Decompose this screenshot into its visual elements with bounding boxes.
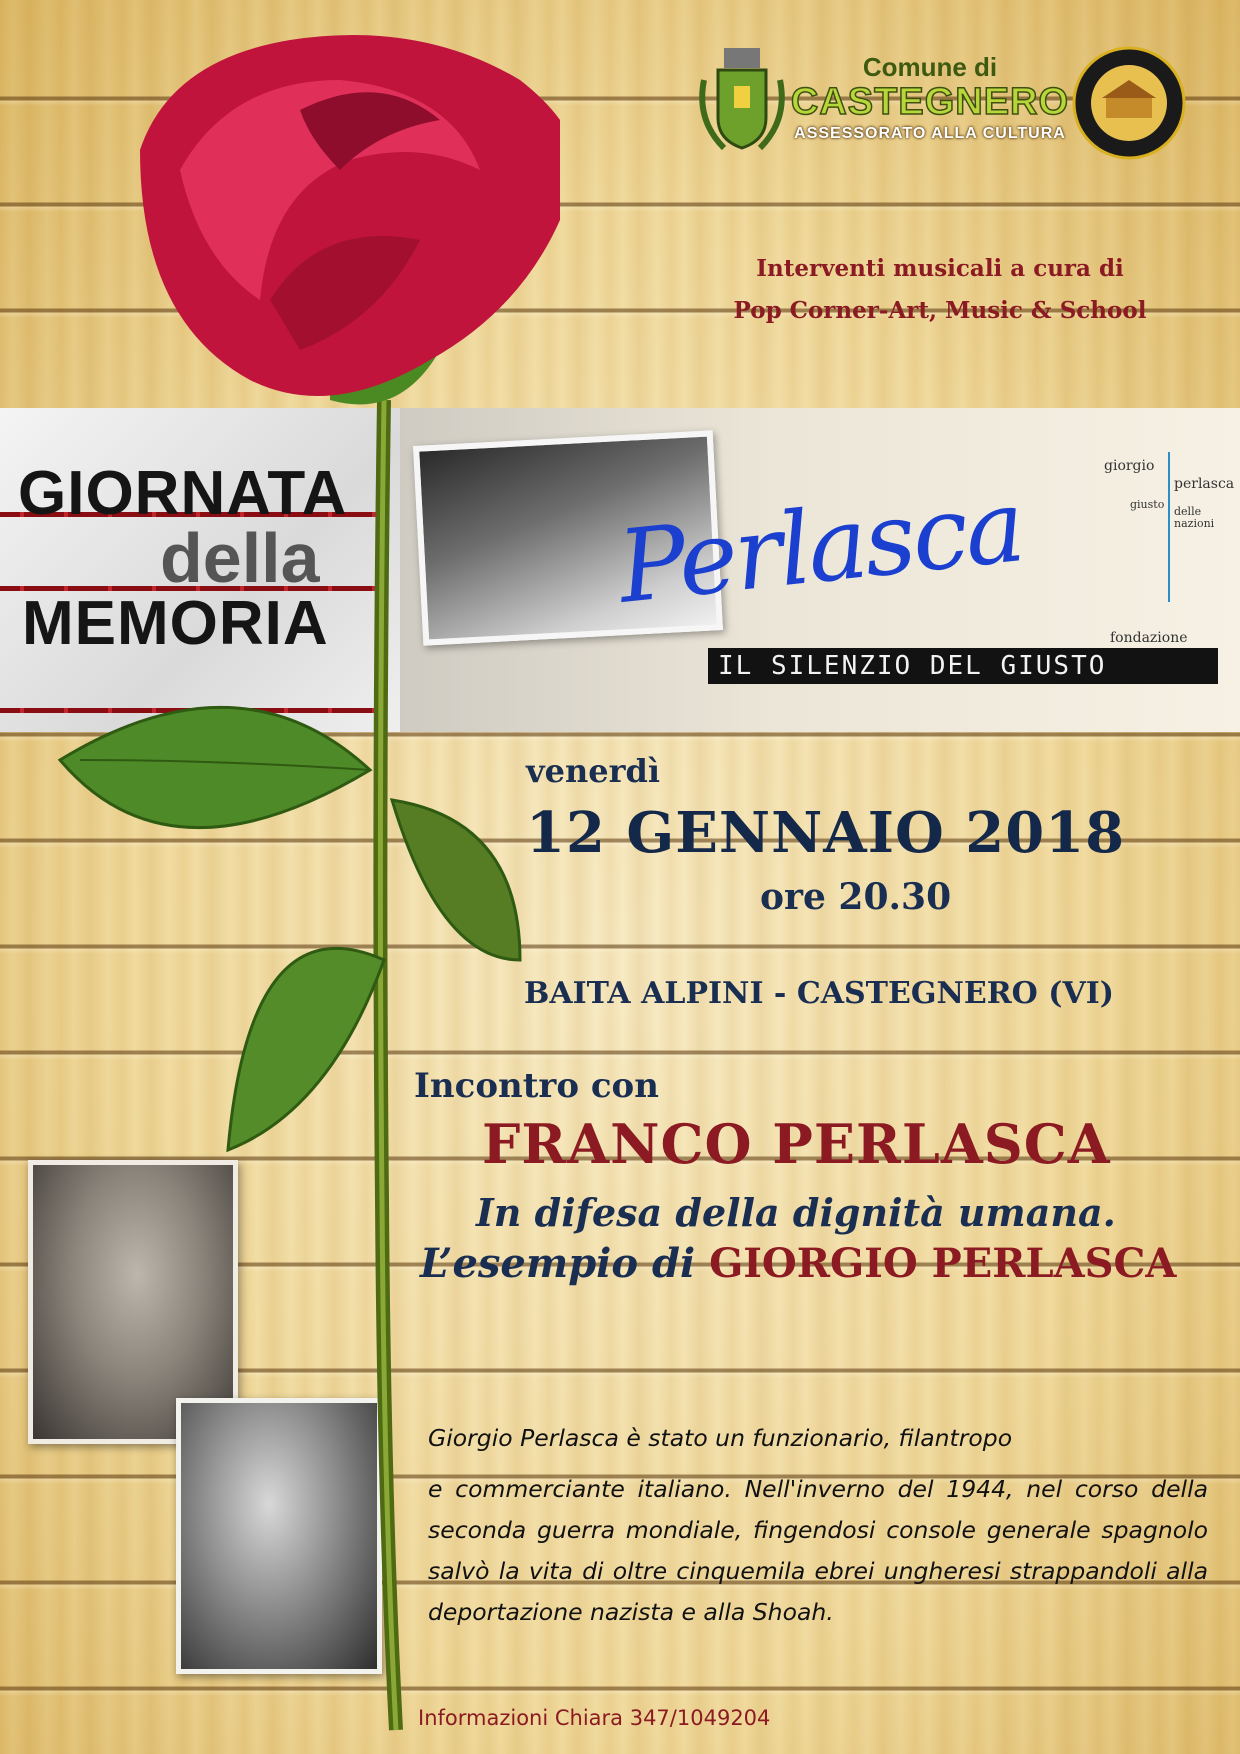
- fondazione-giorgio: giorgio: [1104, 458, 1155, 474]
- contact-info: Informazioni Chiara 347/1049204: [418, 1706, 771, 1730]
- talk-title-subject: GIORGIO PERLASCA: [709, 1240, 1177, 1287]
- memorial-banner: [0, 408, 1240, 732]
- biography: [428, 1418, 1208, 1633]
- talk-title-prefix: L’esempio di: [420, 1240, 710, 1287]
- event-date: 12 GENNAIO 2018: [526, 800, 1126, 866]
- biblioteca-seal-icon: [1072, 46, 1186, 160]
- musical-line-1: Interventi musicali a cura di: [756, 255, 1124, 282]
- comune-coat-of-arms-icon: [694, 40, 790, 158]
- fondazione-nazioni: delle nazioni: [1174, 505, 1215, 530]
- memoria-word: MEMORIA: [22, 589, 329, 658]
- giornata-memoria-panel: [0, 408, 400, 732]
- fondazione-perlasca: perlasca: [1174, 476, 1235, 492]
- della-word: della: [160, 519, 320, 597]
- giornata-word: GIORNATA: [18, 459, 348, 528]
- perlasca-panel: [400, 408, 1240, 732]
- event-place: BAITA ALPINI - CASTEGNERO (VI): [524, 976, 1114, 1011]
- biography-line-1: Giorgio Perlasca è stato un funzionario, filantropo: [428, 1424, 1013, 1452]
- talk-title-line-2: [420, 1240, 1176, 1287]
- silenzio-subtitle: IL SILENZIO DEL GIUSTO: [708, 648, 1218, 684]
- comune-prefix: Comune di: [862, 52, 998, 82]
- fondazione-label: fondazione: [1110, 630, 1188, 646]
- fondazione-logo: [1100, 452, 1240, 646]
- guest-name: FRANCO PERLASCA: [482, 1112, 1111, 1176]
- assessorato-label: ASSESSORATO ALLA CULTURA: [794, 125, 1066, 142]
- comune-castegnero-logo: [790, 52, 1070, 143]
- fondazione-divider: [1168, 452, 1170, 602]
- incontro-label: Incontro con: [414, 1066, 659, 1106]
- comune-name: CASTEGNERO: [790, 81, 1070, 123]
- fondazione-giusto: giusto: [1130, 498, 1165, 511]
- musical-line-2: Pop Corner-Art, Music & School: [733, 297, 1147, 324]
- portrait-franco-perlasca: [176, 1398, 382, 1674]
- biography-body: e commerciante italiano. Nell'inverno del 1944, nel corso della seconda guerra mondiale, fingendosi console generale spagnolo salvò la vita di oltre cinquemila ebrei ungheresi strappandoli alla deportazione nazista e alla Shoah.: [428, 1475, 1208, 1626]
- musical-credits: [640, 248, 1240, 332]
- event-time: ore 20.30: [760, 876, 952, 918]
- barbed-wire-icon: [0, 708, 380, 713]
- talk-title-line-1: In difesa della dignità umana.: [476, 1190, 1116, 1235]
- event-day: venerdì: [526, 752, 660, 790]
- perlasca-signature: Perlasca: [612, 467, 1028, 626]
